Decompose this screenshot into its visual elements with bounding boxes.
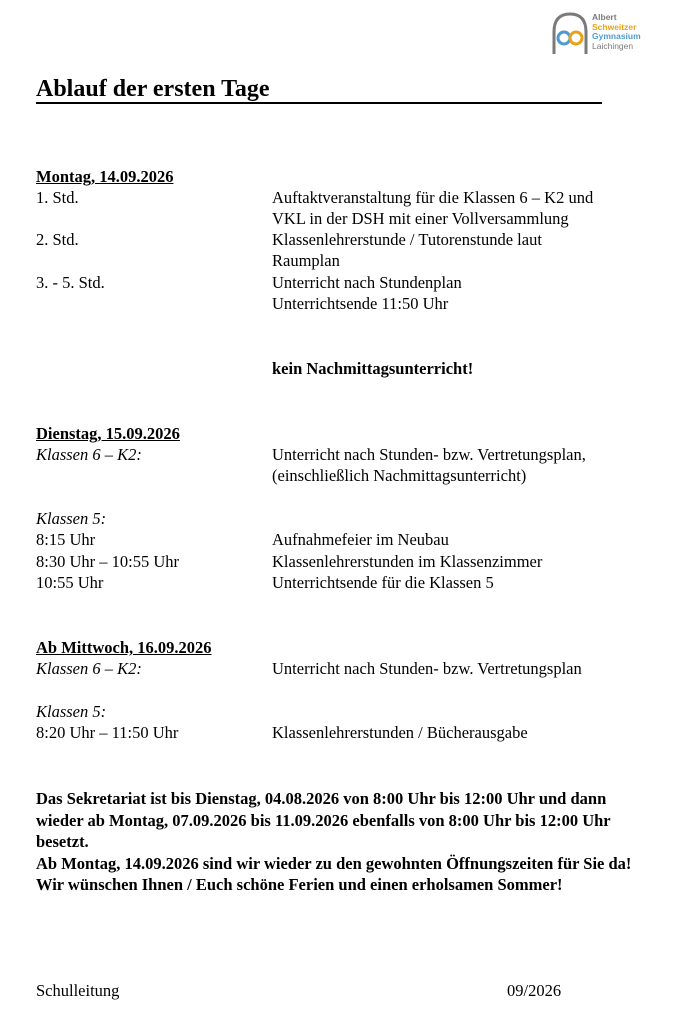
dienstag-row-3-text: Unterrichtsende für die Klassen 5 <box>272 573 494 592</box>
footer-signature: Schulleitung <box>36 981 120 1000</box>
section-heading-dienstag: Dienstag, 15.09.2026 <box>36 424 180 443</box>
dienstag-group-2-label: Klassen 5: <box>36 509 107 528</box>
mittwoch-group-1-text: Unterricht nach Stunden- bzw. Vertretungsplan <box>272 659 582 678</box>
notice-paragraph-3: Wir wünschen Ihnen / Euch schöne Ferien und einen erholsamen Sommer! <box>36 875 563 894</box>
dienstag-group-1-text <box>272 444 586 486</box>
montag-row-3-text <box>272 272 462 314</box>
text-line: Unterricht nach Stundenplan <box>272 273 462 292</box>
montag-row-3-label: 3. - 5. Std. <box>36 273 105 292</box>
section-heading-mittwoch: Ab Mittwoch, 16.09.2026 <box>36 638 212 657</box>
school-logo <box>548 10 658 58</box>
dienstag-row-1-text: Aufnahmefeier im Neubau <box>272 530 449 549</box>
dienstag-group-1-label: Klassen 6 – K2: <box>36 445 142 464</box>
montag-row-1-label: 1. Std. <box>36 188 79 207</box>
mittwoch-group-1-label: Klassen 6 – K2: <box>36 659 142 678</box>
text-line: Unterrichtsende 11:50 Uhr <box>272 294 449 313</box>
dienstag-row-2-text: Klassenlehrerstunden im Klassenzimmer <box>272 552 543 571</box>
mittwoch-row-1-label: 8:20 Uhr – 11:50 Uhr <box>36 723 179 742</box>
montag-row-2-label: 2. Std. <box>36 230 79 249</box>
text-line: Unterricht nach Stunden- bzw. Vertretungsplan, <box>272 445 586 464</box>
logo-line-2: Schweitzer <box>592 21 637 32</box>
dienstag-row-2-label: 8:30 Uhr – 10:55 Uhr <box>36 552 179 571</box>
mittwoch-group-2-label: Klassen 5: <box>36 702 107 721</box>
text-line: Auftaktveranstaltung für die Klassen 6 – K2 und <box>272 188 594 207</box>
text-line: Klassenlehrerstunde / Tutorenstunde laut <box>272 230 542 249</box>
school-logo-icon <box>548 10 592 56</box>
footer-date: 09/2026 <box>507 981 562 1000</box>
school-logo-text <box>592 13 641 51</box>
montag-row-2-text <box>272 229 542 271</box>
notice-paragraph-1: Das Sekretariat ist bis Dienstag, 04.08.2026 von 8:00 Uhr bis 12:00 Uhr und dann wieder ab Montag, 07.09.2026 bis 11.09.2026 ebenfalls von 8:00 Uhr bis 12:00 Uhr besetzt. <box>36 789 611 851</box>
dienstag-row-3-label: 10:55 Uhr <box>36 573 104 592</box>
montag-note: kein Nachmittagsunterricht! <box>272 359 474 378</box>
mittwoch-row-1-text: Klassenlehrerstunden / Bücherausgabe <box>272 723 528 742</box>
office-notice <box>36 788 646 896</box>
logo-line-1: Albert <box>592 12 617 22</box>
page-title: Ablauf der ersten Tage <box>36 74 602 104</box>
logo-line-3: Gymnasium <box>592 31 641 41</box>
section-heading-montag: Montag, 14.09.2026 <box>36 167 174 186</box>
dienstag-row-1-label: 8:15 Uhr <box>36 530 96 549</box>
text-line: (einschließlich Nachmittagsunterricht) <box>272 466 527 485</box>
montag-row-1-text <box>272 187 593 229</box>
logo-line-4: Laichingen <box>592 40 634 51</box>
notice-paragraph-2: Ab Montag, 14.09.2026 sind wir wieder zu den gewohnten Öffnungszeiten für Sie da! <box>36 853 632 873</box>
text-line: Raumplan <box>272 251 340 270</box>
text-line: VKL in der DSH mit einer Vollversammlung <box>272 209 569 228</box>
